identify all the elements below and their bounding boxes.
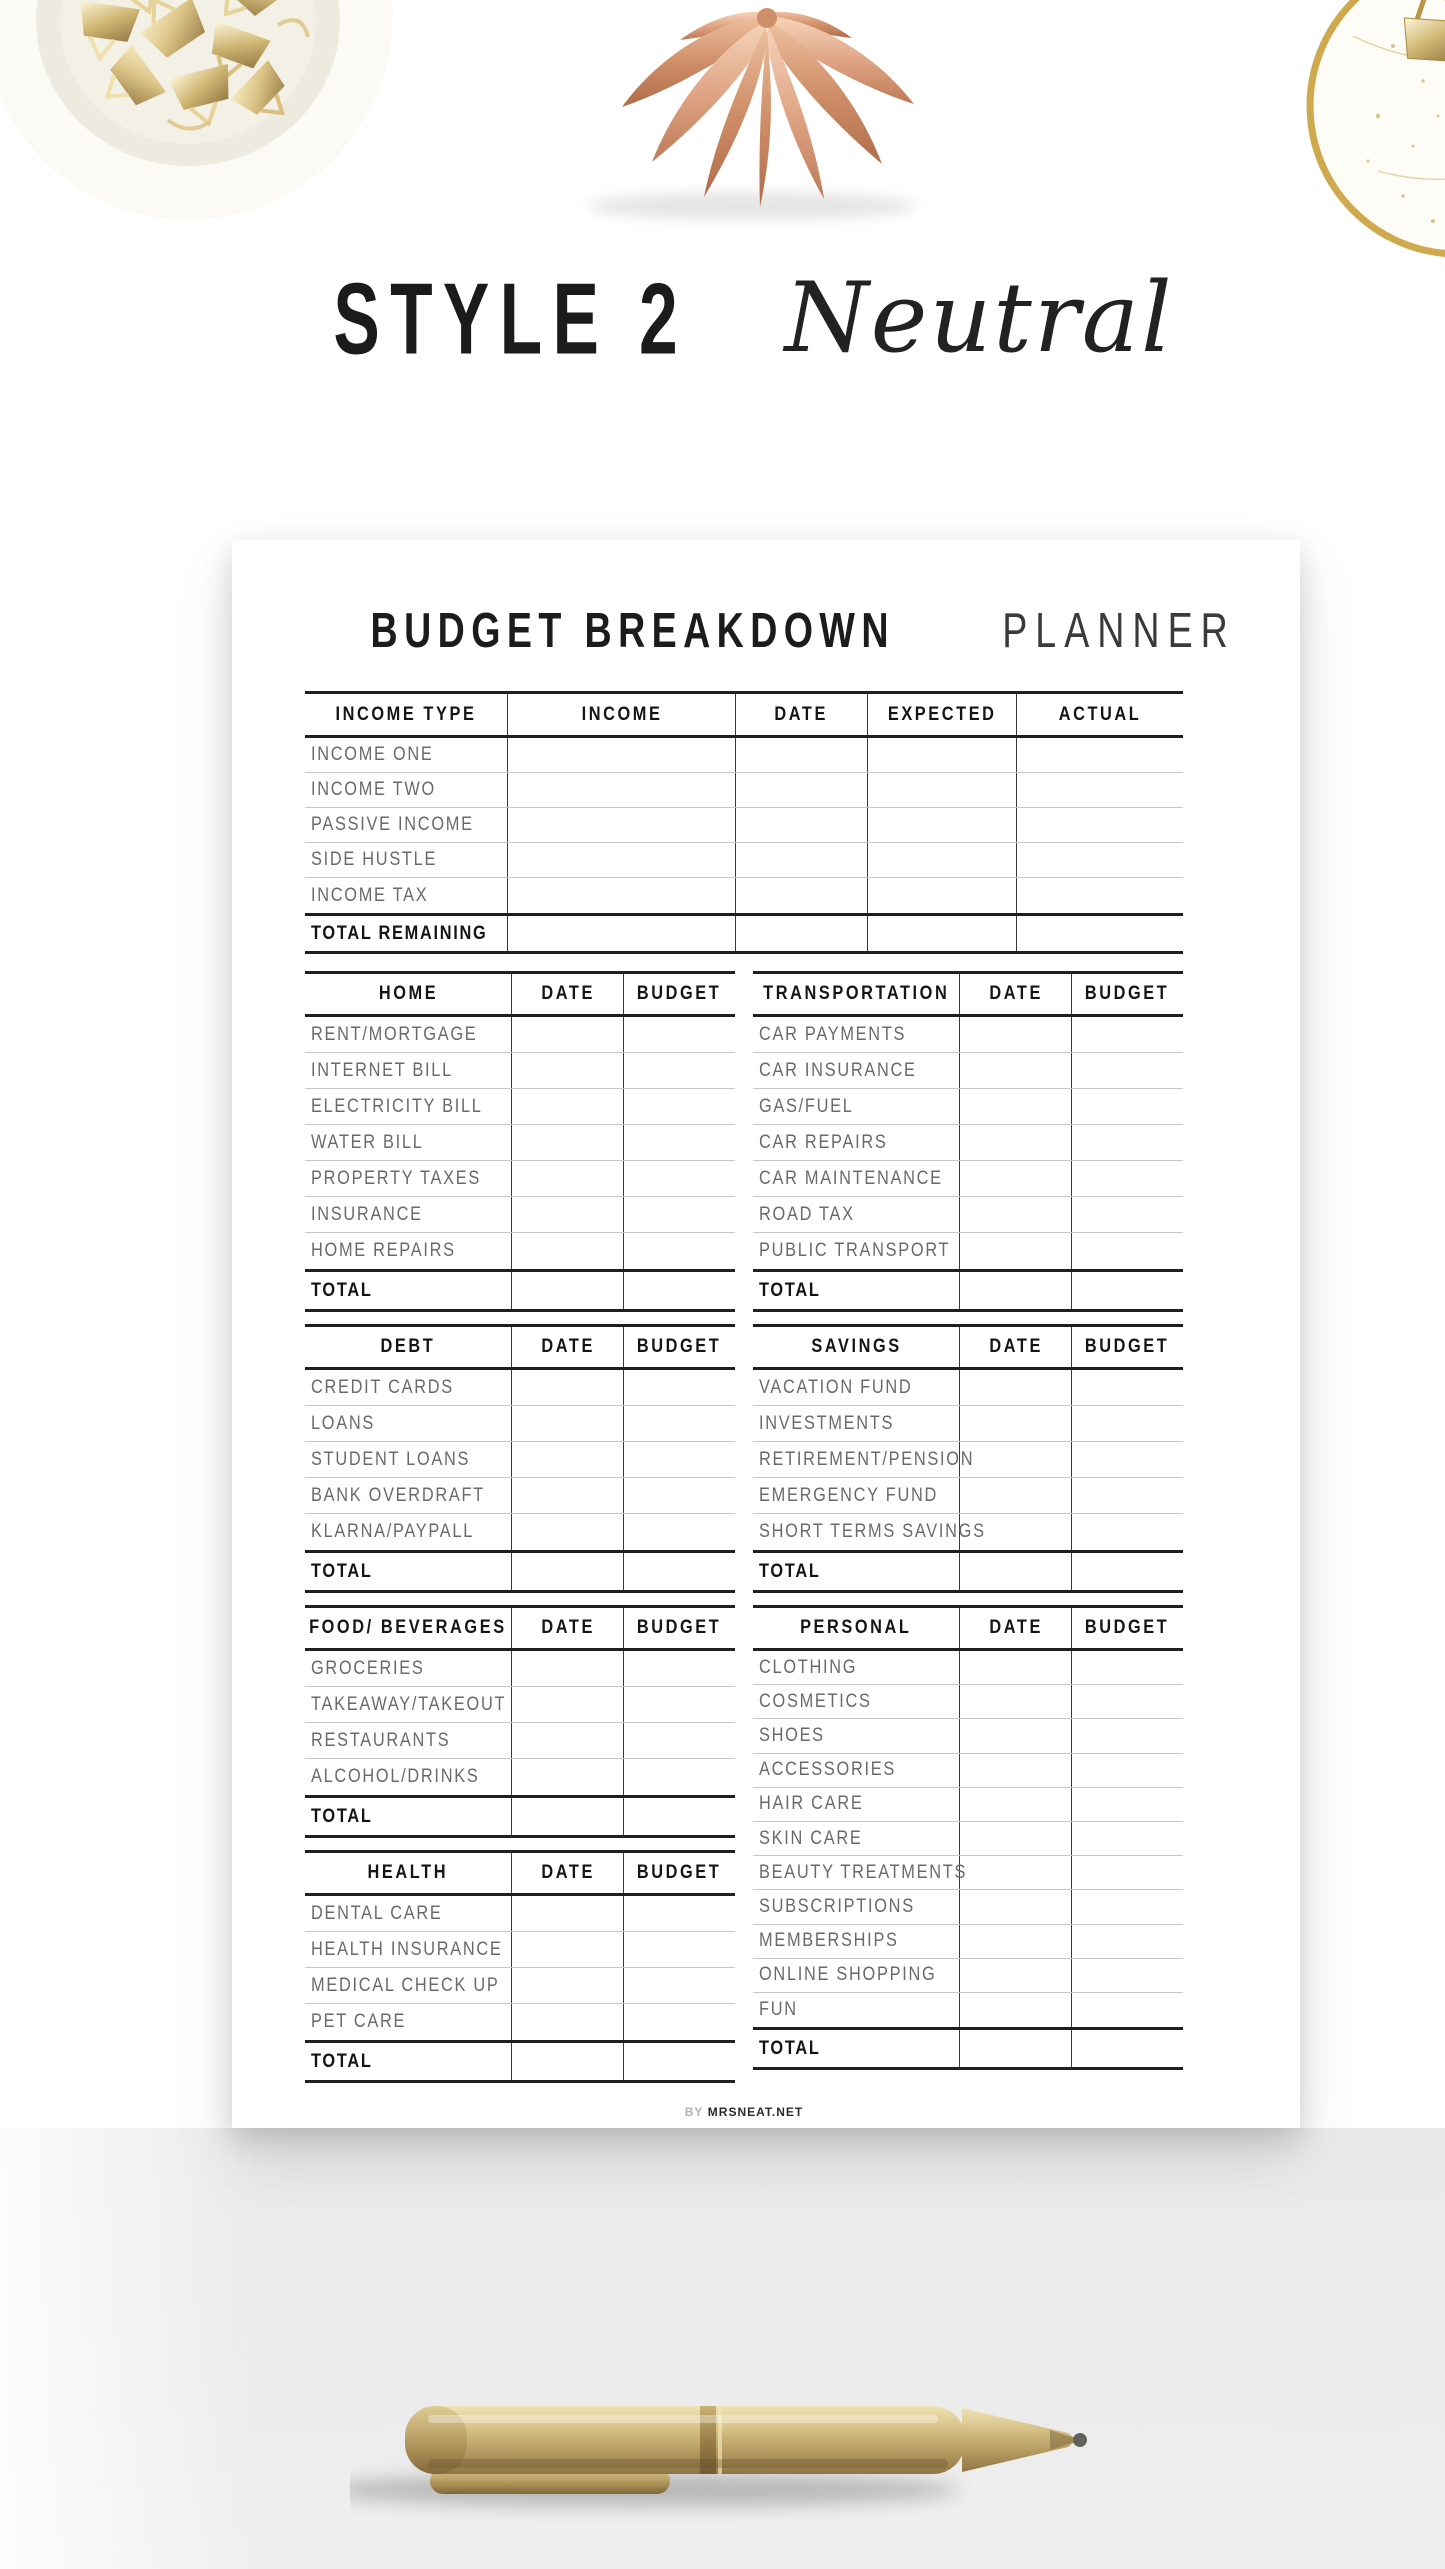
- empty-cell: [959, 1856, 1071, 1889]
- total-row: [753, 2027, 1183, 2067]
- gold-trinket-dish-icon: [1283, 0, 1445, 286]
- table-row: [305, 1370, 735, 1406]
- row-label: CAR REPAIRS: [759, 1131, 888, 1153]
- empty-cell: [507, 773, 735, 807]
- empty-cell: [623, 1406, 735, 1441]
- row-label: PET CARE: [311, 2011, 407, 2032]
- empty-cell: [735, 843, 867, 877]
- row-label: COSMETICS: [759, 1690, 872, 1712]
- table-row: [753, 1788, 1183, 1822]
- table-row: [753, 1822, 1183, 1856]
- table-header-row: [305, 1853, 735, 1896]
- empty-cell: [959, 1053, 1071, 1088]
- row-label: HAIR CARE: [759, 1793, 864, 1815]
- empty-cell: [623, 1442, 735, 1477]
- empty-cell: [623, 1759, 735, 1795]
- row-label: INTERNET BILL: [311, 1059, 453, 1081]
- empty-cell: [867, 773, 1016, 807]
- empty-cell: [1071, 1406, 1183, 1441]
- empty-cell: [1016, 738, 1183, 772]
- row-label: LOANS: [311, 1412, 376, 1434]
- table-row: [753, 1442, 1183, 1478]
- empty-cell: [511, 1759, 623, 1795]
- empty-cell: [959, 1788, 1071, 1821]
- empty-cell: [623, 1017, 735, 1052]
- table-header-row: [305, 1608, 735, 1651]
- empty-cell: [959, 1553, 1071, 1590]
- empty-cell: [511, 1272, 623, 1309]
- total-row: [305, 1269, 735, 1309]
- empty-cell: [1071, 1442, 1183, 1477]
- empty-cell: [1016, 773, 1183, 807]
- total-row: [753, 1269, 1183, 1309]
- empty-cell: [1071, 1233, 1183, 1269]
- style-label: STYLE 2: [333, 261, 689, 376]
- empty-cell: [1071, 1370, 1183, 1405]
- empty-cell: [959, 1089, 1071, 1124]
- total-row: [305, 2040, 735, 2080]
- empty-cell: [511, 2043, 623, 2080]
- empty-cell: [511, 1406, 623, 1441]
- row-label: GROCERIES: [311, 1657, 425, 1679]
- column-header: PERSONAL: [800, 1617, 912, 1638]
- empty-cell: [867, 878, 1016, 913]
- table-header-row: [305, 974, 735, 1017]
- row-label: CAR INSURANCE: [759, 1059, 917, 1081]
- empty-cell: [623, 1723, 735, 1758]
- table-row: [753, 1959, 1183, 1993]
- empty-cell: [511, 1233, 623, 1269]
- column-header: EXPECTED: [867, 694, 1016, 735]
- empty-cell: [959, 1822, 1071, 1855]
- row-label: RENT/MORTGAGE: [311, 1023, 478, 1045]
- column-header: SAVINGS: [810, 1336, 902, 1357]
- column-header: BUDGET: [1071, 974, 1183, 1014]
- table-row: [305, 1017, 735, 1053]
- empty-cell: [507, 738, 735, 772]
- table-row: [753, 1478, 1183, 1514]
- column-header: INCOME TYPE: [335, 703, 477, 725]
- empty-cell: [1071, 1959, 1183, 1992]
- row-label: BEAUTY TREATMENTS: [759, 1861, 968, 1883]
- row-label: CAR PAYMENTS: [759, 1023, 907, 1045]
- column-header: DATE: [959, 1327, 1071, 1367]
- row-label: SHORT TERMS SAVINGS: [759, 1521, 986, 1542]
- empty-cell: [959, 1685, 1071, 1718]
- empty-cell: [511, 1932, 623, 1967]
- table-row: [305, 1968, 735, 2004]
- column-header: DEBT: [380, 1336, 436, 1357]
- table-row: [305, 808, 1183, 843]
- row-label: TAKEAWAY/TAKEOUT: [311, 1693, 507, 1715]
- empty-cell: [1071, 1017, 1183, 1052]
- empty-cell: [623, 1197, 735, 1232]
- planner-title: [305, 601, 1236, 658]
- column-header: INCOME: [507, 694, 735, 735]
- row-label: SKIN CARE: [759, 1827, 863, 1849]
- column-header: BUDGET: [623, 1327, 735, 1367]
- footer-site-label: MRSNEAT.NET: [707, 2105, 804, 2119]
- empty-cell: [1071, 1272, 1183, 1309]
- empty-cell: [735, 738, 867, 772]
- table-header-row: [753, 974, 1183, 1017]
- total-label: TOTAL: [311, 1560, 373, 1582]
- table-row: [305, 1053, 735, 1089]
- empty-cell: [623, 2004, 735, 2040]
- table-header-row: [753, 1608, 1183, 1651]
- left-column: [305, 971, 735, 2083]
- table-row: [753, 1754, 1183, 1788]
- column-header: BUDGET: [1071, 1327, 1183, 1367]
- empty-cell: [623, 1089, 735, 1124]
- empty-cell: [511, 1514, 623, 1550]
- row-label: CREDIT CARDS: [311, 1376, 454, 1398]
- empty-cell: [1071, 1089, 1183, 1124]
- empty-cell: [1071, 1719, 1183, 1752]
- empty-cell: [959, 1370, 1071, 1405]
- table-row: [305, 1932, 735, 1968]
- column-header: BUDGET: [1071, 1608, 1183, 1648]
- table-row: [305, 1759, 735, 1795]
- transportation-table: [753, 971, 1183, 1312]
- total-row: [305, 913, 1183, 951]
- row-label: DENTAL CARE: [311, 1902, 443, 1924]
- empty-cell: [511, 1017, 623, 1052]
- empty-cell: [959, 1993, 1071, 2027]
- table-row: [305, 878, 1183, 913]
- empty-cell: [1071, 1993, 1183, 2027]
- empty-cell: [511, 1125, 623, 1160]
- empty-cell: [507, 916, 735, 951]
- table-row: [305, 2004, 735, 2040]
- row-label: ACCESSORIES: [759, 1759, 896, 1781]
- empty-cell: [511, 2004, 623, 2040]
- gold-pen-icon: [350, 2368, 1170, 2548]
- column-header: DATE: [735, 694, 867, 735]
- empty-cell: [1071, 1685, 1183, 1718]
- column-header: DATE: [511, 1853, 623, 1893]
- row-label: INCOME TWO: [311, 779, 436, 800]
- desk-light-fade: [0, 2128, 260, 2569]
- table-row: [305, 1197, 735, 1233]
- empty-cell: [959, 1233, 1071, 1269]
- leaf-blades: [622, 8, 914, 207]
- empty-cell: [511, 1896, 623, 1931]
- column-header: DATE: [511, 974, 623, 1014]
- row-label: HOME REPAIRS: [311, 1240, 456, 1261]
- planner-title-secondary: PLANNER: [1002, 601, 1236, 658]
- empty-cell: [1071, 1925, 1183, 1958]
- row-label: RESTAURANTS: [311, 1729, 451, 1751]
- empty-cell: [959, 2030, 1071, 2067]
- row-label: KLARNA/PAYPALL: [311, 1521, 475, 1542]
- table-row: [305, 1478, 735, 1514]
- empty-cell: [735, 773, 867, 807]
- empty-cell: [959, 1925, 1071, 1958]
- row-label: INSURANCE: [311, 1203, 423, 1225]
- total-row: [753, 1550, 1183, 1590]
- empty-cell: [623, 1553, 735, 1590]
- empty-cell: [511, 1442, 623, 1477]
- empty-cell: [1071, 1856, 1183, 1889]
- column-header: FOOD/ BEVERAGES: [309, 1617, 507, 1638]
- empty-cell: [1071, 1514, 1183, 1550]
- empty-cell: [1071, 1822, 1183, 1855]
- total-label: TOTAL: [759, 1279, 821, 1301]
- column-header: DATE: [511, 1608, 623, 1648]
- savings-table: [753, 1324, 1183, 1593]
- total-row: [305, 1550, 735, 1590]
- row-label: STUDENT LOANS: [311, 1448, 471, 1470]
- table-header-row: [753, 1327, 1183, 1370]
- row-label: SHOES: [759, 1724, 825, 1746]
- row-label: ELECTRICITY BILL: [311, 1095, 483, 1117]
- style-heading: [0, 262, 1445, 374]
- right-column: [753, 971, 1183, 2083]
- empty-cell: [623, 1932, 735, 1967]
- empty-cell: [1071, 1890, 1183, 1923]
- empty-cell: [1071, 1478, 1183, 1513]
- total-row: [305, 1795, 735, 1835]
- empty-cell: [1071, 1651, 1183, 1684]
- empty-cell: [623, 1514, 735, 1550]
- table-row: [305, 1406, 735, 1442]
- table-row: [305, 843, 1183, 878]
- empty-cell: [507, 878, 735, 913]
- column-header: BUDGET: [623, 1853, 735, 1893]
- empty-cell: [623, 1968, 735, 2003]
- column-header: BUDGET: [623, 1608, 735, 1648]
- column-header: HOME: [378, 983, 438, 1004]
- column-header: ACTUAL: [1016, 694, 1183, 735]
- table-row: [305, 1125, 735, 1161]
- empty-cell: [511, 1370, 623, 1405]
- empty-cell: [959, 1442, 1071, 1477]
- home-table: [305, 971, 735, 1312]
- table-row: [753, 1053, 1183, 1089]
- row-label: MEDICAL CHECK UP: [311, 1974, 500, 1996]
- empty-cell: [867, 916, 1016, 951]
- empty-cell: [1071, 1053, 1183, 1088]
- table-row: [305, 1442, 735, 1478]
- empty-cell: [1071, 2030, 1183, 2067]
- total-label: TOTAL: [311, 1805, 373, 1827]
- planner-title-main: BUDGET BREAKDOWN: [370, 601, 895, 658]
- table-row: [753, 1125, 1183, 1161]
- row-label: ROAD TAX: [759, 1203, 855, 1225]
- empty-cell: [959, 1959, 1071, 1992]
- column-header: DATE: [959, 1608, 1071, 1648]
- table-row: [305, 1651, 735, 1687]
- row-label: PUBLIC TRANSPORT: [759, 1240, 951, 1261]
- income-table: [305, 691, 1183, 954]
- empty-cell: [959, 1125, 1071, 1160]
- table-row: [753, 1514, 1183, 1550]
- gold-binder-clips-plate-icon: [0, 0, 408, 250]
- row-label: PASSIVE INCOME: [311, 814, 474, 835]
- personal-table: [753, 1605, 1183, 2070]
- planner-page: [232, 540, 1300, 2128]
- empty-cell: [511, 1197, 623, 1232]
- empty-cell: [507, 843, 735, 877]
- empty-cell: [623, 1798, 735, 1835]
- empty-cell: [735, 808, 867, 842]
- row-label: PROPERTY TAXES: [311, 1167, 481, 1189]
- row-label: BANK OVERDRAFT: [311, 1484, 485, 1506]
- empty-cell: [959, 1890, 1071, 1923]
- table-row: [753, 1993, 1183, 2027]
- row-label: GAS/FUEL: [759, 1095, 854, 1117]
- empty-cell: [1016, 843, 1183, 877]
- empty-cell: [623, 2043, 735, 2080]
- style-variant-label: Neutral: [784, 262, 1174, 374]
- total-label: TOTAL: [311, 1279, 373, 1301]
- table-row: [753, 1719, 1183, 1753]
- empty-cell: [623, 1478, 735, 1513]
- empty-cell: [623, 1687, 735, 1722]
- empty-cell: [1016, 808, 1183, 842]
- empty-cell: [623, 1125, 735, 1160]
- row-label: MEMBERSHIPS: [759, 1930, 899, 1952]
- table-row: [305, 1687, 735, 1723]
- copper-monstera-leaf-icon: [552, 0, 982, 232]
- table-row: [753, 1856, 1183, 1890]
- total-label: TOTAL REMAINING: [311, 922, 488, 944]
- table-row: [305, 1896, 735, 1932]
- column-header: BUDGET: [623, 974, 735, 1014]
- empty-cell: [867, 738, 1016, 772]
- table-row: [305, 738, 1183, 773]
- table-row: [753, 1406, 1183, 1442]
- empty-cell: [867, 808, 1016, 842]
- column-header: TRANSPORTATION: [763, 983, 950, 1004]
- empty-cell: [1071, 1197, 1183, 1232]
- empty-cell: [959, 1478, 1071, 1513]
- empty-cell: [959, 1272, 1071, 1309]
- table-row: [753, 1089, 1183, 1125]
- empty-cell: [623, 1370, 735, 1405]
- empty-cell: [1071, 1788, 1183, 1821]
- empty-cell: [959, 1406, 1071, 1441]
- table-row: [753, 1197, 1183, 1233]
- empty-cell: [623, 1233, 735, 1269]
- table-row: [753, 1017, 1183, 1053]
- empty-cell: [511, 1553, 623, 1590]
- empty-cell: [959, 1197, 1071, 1232]
- empty-cell: [623, 1161, 735, 1196]
- table-row: [305, 773, 1183, 808]
- row-label: INCOME TAX: [311, 884, 429, 906]
- table-row: [753, 1685, 1183, 1719]
- column-header: DATE: [959, 974, 1071, 1014]
- row-label: SUBSCRIPTIONS: [759, 1895, 915, 1917]
- table-row: [305, 1161, 735, 1197]
- category-tables-grid: [305, 971, 1183, 2083]
- empty-cell: [867, 843, 1016, 877]
- empty-cell: [959, 1754, 1071, 1787]
- row-label: HEALTH INSURANCE: [311, 1938, 503, 1960]
- empty-cell: [511, 1798, 623, 1835]
- health-table: [305, 1850, 735, 2083]
- empty-cell: [623, 1272, 735, 1309]
- footer-by-label: BY: [684, 2105, 704, 2119]
- empty-cell: [507, 808, 735, 842]
- empty-cell: [511, 1089, 623, 1124]
- empty-cell: [511, 1053, 623, 1088]
- table-row: [305, 1723, 735, 1759]
- row-label: SIDE HUSTLE: [311, 849, 438, 870]
- row-label: CLOTHING: [759, 1656, 858, 1678]
- empty-cell: [959, 1651, 1071, 1684]
- empty-cell: [959, 1719, 1071, 1752]
- row-label: INVESTMENTS: [759, 1412, 895, 1434]
- empty-cell: [1071, 1125, 1183, 1160]
- empty-cell: [623, 1053, 735, 1088]
- row-label: WATER BILL: [311, 1131, 424, 1153]
- row-label: EMERGENCY FUND: [759, 1484, 939, 1506]
- row-label: FUN: [759, 1998, 798, 2020]
- table-row: [753, 1651, 1183, 1685]
- column-header: HEALTH: [367, 1862, 449, 1883]
- empty-cell: [959, 1017, 1071, 1052]
- total-label: TOTAL: [311, 2050, 373, 2072]
- table-header-row: [305, 694, 1183, 738]
- empty-cell: [1016, 878, 1183, 913]
- empty-cell: [511, 1161, 623, 1196]
- row-label: VACATION FUND: [759, 1376, 913, 1398]
- empty-cell: [511, 1478, 623, 1513]
- table-row: [305, 1233, 735, 1269]
- empty-cell: [1071, 1553, 1183, 1590]
- food-beverages-table: [305, 1605, 735, 1838]
- row-label: ONLINE SHOPPING: [759, 1964, 937, 1986]
- table-row: [753, 1233, 1183, 1269]
- empty-cell: [511, 1968, 623, 2003]
- empty-cell: [1071, 1161, 1183, 1196]
- total-label: TOTAL: [759, 2037, 821, 2059]
- empty-cell: [1016, 916, 1183, 951]
- empty-cell: [511, 1723, 623, 1758]
- empty-cell: [735, 916, 867, 951]
- empty-cell: [1071, 1754, 1183, 1787]
- row-label: ALCOHOL/DRINKS: [311, 1766, 480, 1787]
- table-row: [305, 1514, 735, 1550]
- empty-cell: [735, 878, 867, 913]
- table-row: [753, 1925, 1183, 1959]
- table-row: [305, 1089, 735, 1125]
- row-label: CAR MAINTENANCE: [759, 1167, 943, 1189]
- empty-cell: [623, 1651, 735, 1686]
- empty-cell: [959, 1161, 1071, 1196]
- row-label: INCOME ONE: [311, 744, 434, 765]
- column-header: DATE: [511, 1327, 623, 1367]
- page-footer: [305, 2105, 1183, 2119]
- empty-cell: [623, 1896, 735, 1931]
- table-row: [753, 1890, 1183, 1924]
- table-header-row: [305, 1327, 735, 1370]
- row-label: RETIREMENT/PENSION: [759, 1448, 975, 1470]
- table-row: [753, 1161, 1183, 1197]
- empty-cell: [511, 1651, 623, 1686]
- table-row: [753, 1370, 1183, 1406]
- debt-table: [305, 1324, 735, 1593]
- total-label: TOTAL: [759, 1560, 821, 1582]
- empty-cell: [511, 1687, 623, 1722]
